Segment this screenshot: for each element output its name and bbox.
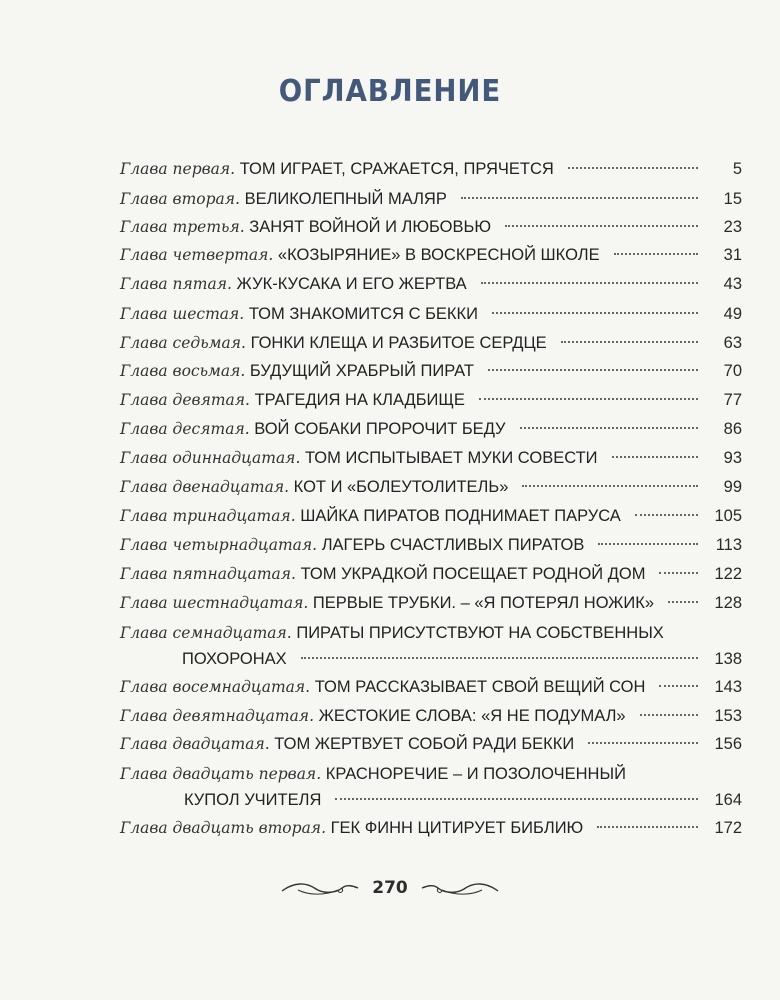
chapter-number: Глава первая.	[120, 160, 236, 178]
toc-entry	[120, 761, 742, 813]
chapter-number: Глава шестая.	[120, 305, 245, 323]
toc-entry	[120, 387, 742, 413]
chapter-title: ШАЙКА ПИРАТОВ ПОДНИМАЕТ ПАРУСА	[300, 507, 621, 525]
dot-leader	[635, 514, 698, 516]
chapter-title: ТОМ ЗНАКОМИТСЯ С БЕККИ	[248, 305, 478, 323]
dot-leader	[612, 456, 698, 458]
dot-leader	[640, 714, 698, 716]
toc-entry	[120, 815, 742, 841]
chapter-title: ТОМ РАССКАЗЫВАЕТ СВОЙ ВЕЩИЙ СОН	[314, 678, 646, 696]
chapter-page-number: 153	[714, 707, 742, 725]
chapter-title: ТОМ ЖЕРТВУЕТ СОБОЙ РАДИ БЕККИ	[274, 735, 575, 753]
dot-leader	[659, 572, 698, 574]
chapter-page-number: 23	[723, 218, 742, 236]
right-flourish-icon	[420, 878, 500, 898]
chapter-number: Глава четвертая.	[120, 246, 274, 264]
chapter-title: КРАСНОРЕЧИЕ – И ПОЗОЛОЧЕННЫЙ	[325, 765, 626, 783]
chapter-page-number: 128	[714, 594, 742, 612]
toc-entry	[120, 156, 742, 182]
chapter-page-number: 43	[723, 275, 742, 293]
chapter-title: ЖЕСТОКИЕ СЛОВА: «Я НЕ ПОДУМАЛ»	[318, 707, 626, 725]
chapter-number: Глава четырнадцатая.	[120, 536, 318, 554]
dot-leader	[505, 225, 698, 227]
toc-entry	[120, 731, 742, 757]
chapter-title: ЗАНЯТ ВОЙНОЙ И ЛЮБОВЬЮ	[249, 218, 492, 236]
toc-entry	[120, 561, 742, 587]
chapter-title-continued: КУПОЛ УЧИТЕЛЯ	[184, 791, 322, 809]
dot-leader	[301, 657, 698, 659]
chapter-number: Глава одиннадцатая.	[120, 449, 301, 467]
chapter-number: Глава вторая.	[120, 190, 240, 208]
chapter-number: Глава тринадцатая.	[120, 507, 296, 525]
chapter-number: Глава девятнадцатая.	[120, 707, 314, 725]
chapter-page-number: 143	[714, 678, 742, 696]
chapter-page-number: 172	[714, 819, 742, 837]
chapter-title: ТОМ ИСПЫТЫВАЕТ МУКИ СОВЕСТИ	[304, 449, 598, 467]
chapter-title: ГЕК ФИНН ЦИТИРУЕТ БИБЛИЮ	[330, 819, 584, 837]
chapter-title: ТОМ УКРАДКОЙ ПОСЕЩАЕТ РОДНОЙ ДОМ	[300, 565, 646, 583]
chapter-title: ТОМ ИГРАЕТ, СРАЖАЕТСЯ, ПРЯЧЕТСЯ	[239, 160, 554, 178]
chapter-title: «КОЗЫРЯНИЕ» В ВОСКРЕСНОЙ ШКОЛЕ	[277, 246, 600, 264]
chapter-page-number: 164	[714, 791, 742, 809]
chapter-number: Глава двадцатая.	[120, 735, 270, 753]
toc-entry	[120, 214, 742, 240]
dot-leader	[335, 798, 698, 800]
chapter-title: ЛАГЕРЬ СЧАСТЛИВЫХ ПИРАТОВ	[321, 536, 585, 554]
page-number: 270	[372, 878, 408, 898]
chapter-number: Глава двенадцатая.	[120, 478, 290, 496]
chapter-page-number: 77	[723, 391, 742, 409]
chapter-number: Глава девятая.	[120, 391, 250, 409]
chapter-number: Глава семнадцатая.	[120, 624, 292, 642]
chapter-number: Глава десятая.	[120, 420, 250, 438]
toc-entry	[120, 242, 742, 268]
chapter-page-number: 93	[723, 449, 742, 467]
chapter-page-number: 15	[723, 190, 742, 208]
chapter-title: БУДУЩИЙ ХРАБРЫЙ ПИРАТ	[249, 362, 474, 380]
chapter-title: ПЕРВЫЕ ТРУБКИ. – «Я ПОТЕРЯЛ НОЖИК»	[312, 594, 655, 612]
dot-leader	[614, 253, 698, 255]
dot-leader	[522, 485, 698, 487]
dot-leader	[588, 742, 698, 744]
chapter-number: Глава восемнадцатая.	[120, 678, 311, 696]
chapter-title: ПИРАТЫ ПРИСУТСТВУЮТ НА СОБСТВЕННЫХ	[296, 624, 664, 642]
chapter-number: Глава седьмая.	[120, 334, 246, 352]
chapter-page-number: 122	[714, 565, 742, 583]
toc-entry	[120, 703, 742, 729]
toc-entry	[120, 301, 742, 327]
toc-entry	[120, 503, 742, 529]
chapter-title-continued: ПОХОРОНАХ	[182, 650, 287, 668]
toc-entry	[120, 358, 742, 384]
toc-entry	[120, 532, 742, 558]
dot-leader	[520, 427, 698, 429]
chapter-title: ГОНКИ КЛЕЩА И РАЗБИТОЕ СЕРДЦЕ	[250, 334, 547, 352]
chapter-page-number: 99	[723, 478, 742, 496]
dot-leader	[659, 685, 698, 687]
dot-leader	[598, 543, 698, 545]
chapter-number: Глава двадцать вторая.	[120, 819, 326, 837]
toc-entry	[120, 186, 742, 212]
dot-leader	[668, 601, 698, 603]
chapter-page-number: 63	[723, 334, 742, 352]
chapter-page-number: 31	[723, 246, 742, 264]
chapter-number: Глава двадцать первая.	[120, 765, 322, 783]
left-flourish-icon	[280, 878, 360, 898]
chapter-number: Глава пятнадцатая.	[120, 565, 296, 583]
dot-leader	[492, 312, 698, 314]
toc-entry	[120, 674, 742, 700]
chapter-number: Глава шестнадцатая.	[120, 594, 309, 612]
page-footer	[0, 878, 780, 898]
dot-leader	[488, 369, 698, 371]
toc-entry	[120, 590, 742, 616]
chapter-page-number: 105	[714, 507, 742, 525]
chapter-page-number: 113	[715, 536, 742, 554]
chapter-number: Глава пятая.	[120, 275, 232, 293]
chapter-page-number: 70	[723, 362, 742, 380]
chapter-number: Глава третья.	[120, 218, 245, 236]
dot-leader	[479, 398, 698, 400]
chapter-page-number: 138	[714, 650, 742, 668]
dot-leader	[597, 826, 698, 828]
dot-leader	[561, 341, 698, 343]
dot-leader	[461, 197, 698, 199]
toc-entry	[120, 620, 742, 672]
toc-entry	[120, 474, 742, 500]
chapter-title: ВЕЛИКОЛЕПНЫЙ МАЛЯР	[244, 190, 447, 208]
toc-entry	[120, 271, 742, 297]
page-title: ОГЛАВЛЕНИЕ	[278, 74, 502, 109]
chapter-title: ВОЙ СОБАКИ ПРОРОЧИТ БЕДУ	[254, 420, 506, 438]
dot-leader	[568, 167, 698, 169]
chapter-title: ТРАГЕДИЯ НА КЛАДБИЩЕ	[254, 391, 465, 409]
chapter-title: ЖУК-КУСАКА И ЕГО ЖЕРТВА	[236, 275, 467, 293]
chapter-page-number: 49	[723, 305, 742, 323]
toc-entry	[120, 330, 742, 356]
chapter-title: КОТ И «БОЛЕУТОЛИТЕЛЬ»	[293, 478, 509, 496]
chapter-number: Глава восьмая.	[120, 362, 246, 380]
chapter-page-number: 156	[714, 735, 742, 753]
toc-entry	[120, 416, 742, 442]
dot-leader	[481, 282, 698, 284]
chapter-page-number: 86	[723, 420, 742, 438]
toc-entry	[120, 445, 742, 471]
chapter-page-number: 5	[732, 160, 742, 178]
